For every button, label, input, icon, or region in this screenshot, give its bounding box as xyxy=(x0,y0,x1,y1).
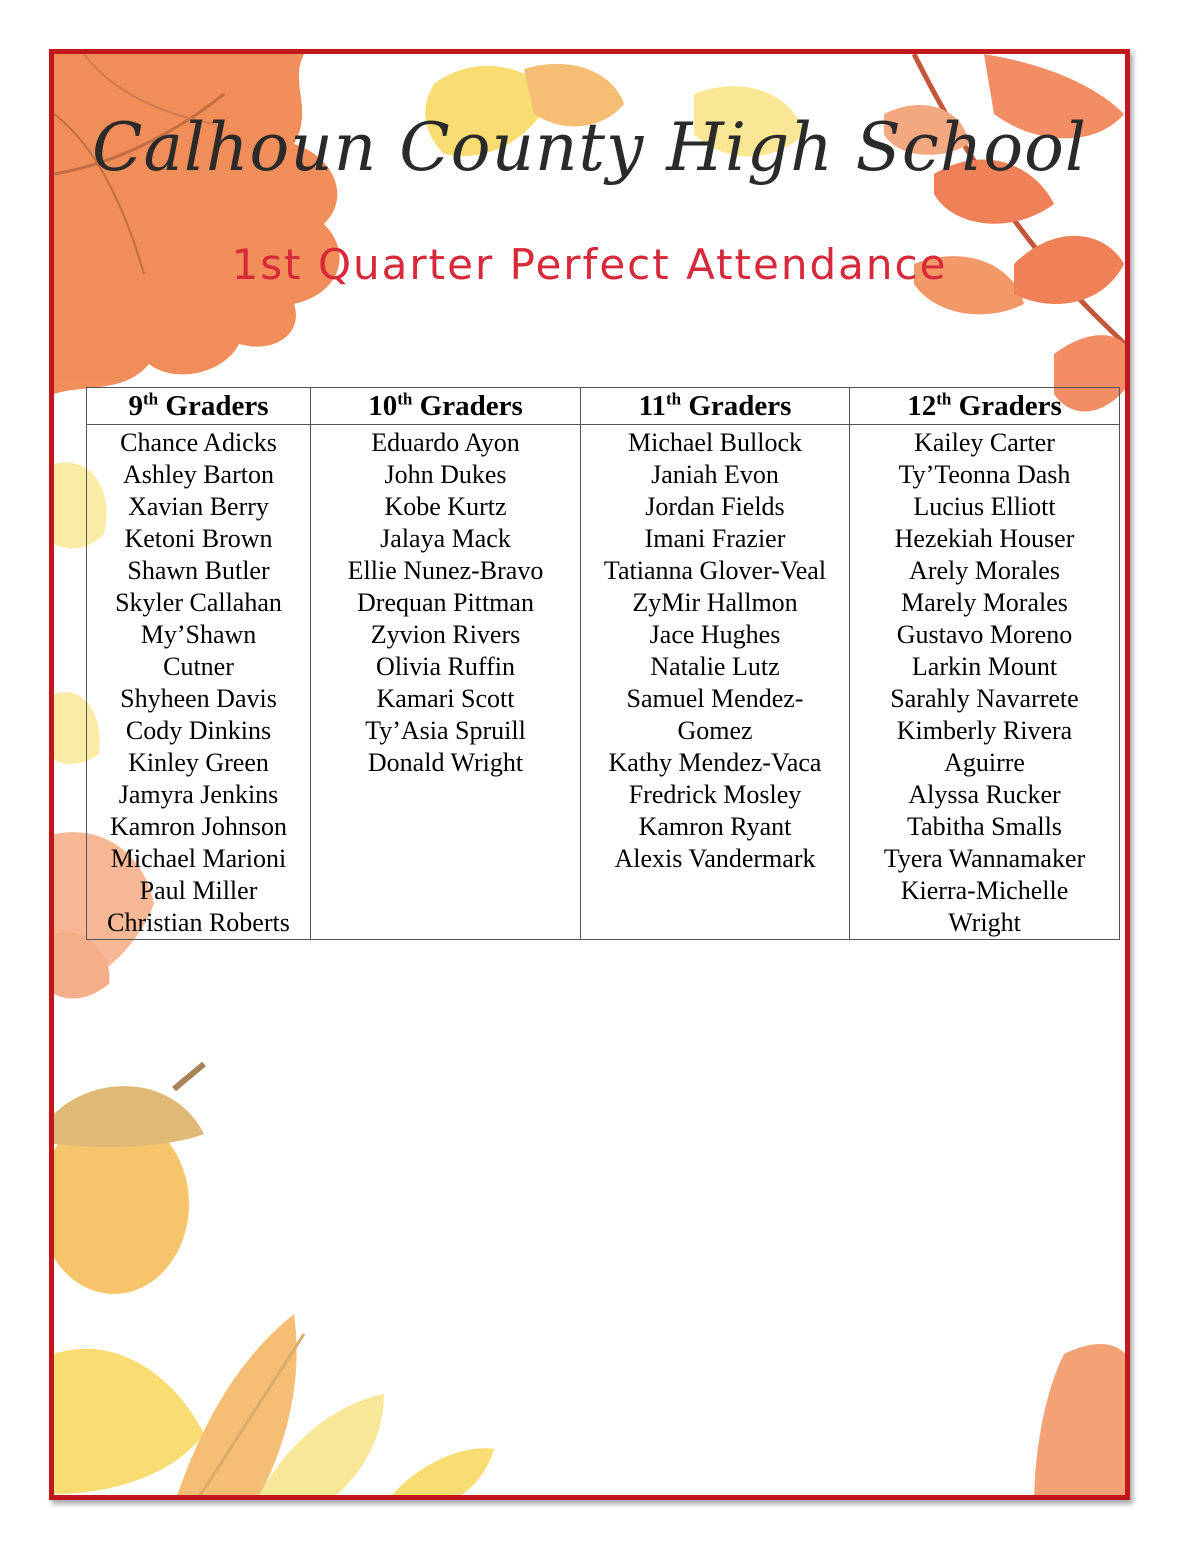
student-name: Natalie Lutz xyxy=(650,652,780,681)
student-name: Marely Morales xyxy=(901,588,1068,617)
student-name: Hezekiah Houser xyxy=(894,524,1075,553)
student-name: Shyheen Davis xyxy=(120,684,277,713)
student-name: Zyvion Rivers xyxy=(370,620,521,649)
student-name: Kinley Green xyxy=(128,748,269,777)
student-name: Ketoni Brown xyxy=(124,524,273,553)
student-name: Samuel Mendez- xyxy=(626,684,804,713)
student-name: Ellie Nunez-Bravo xyxy=(347,556,544,585)
student-name: Olivia Ruffin xyxy=(376,652,515,681)
student-name: Gomez xyxy=(677,716,753,745)
table-header-row xyxy=(87,388,1120,425)
table-row xyxy=(87,425,1120,940)
student-name: Kamari Scott xyxy=(376,684,515,713)
student-name: Kobe Kurtz xyxy=(384,492,507,521)
student-name: Arely Morales xyxy=(909,556,1060,585)
grade-10-header: 10th Graders xyxy=(311,388,581,425)
student-name: Kimberly Rivera xyxy=(896,716,1073,745)
student-name: Kailey Carter xyxy=(914,428,1055,457)
student-name: Ashley Barton xyxy=(123,460,274,489)
student-name: Michael Marioni xyxy=(110,844,287,873)
student-name: Wright xyxy=(948,908,1021,937)
student-name: Eduardo Ayon xyxy=(371,428,520,457)
student-name: Drequan Pittman xyxy=(357,588,534,617)
grade-11-header: 11th Graders xyxy=(581,388,850,425)
student-name: My’Shawn xyxy=(140,620,257,649)
student-name: Ty’Teonna Dash xyxy=(898,460,1071,489)
student-name: Gustavo Moreno xyxy=(896,620,1073,649)
student-name: Skyler Callahan xyxy=(115,588,282,617)
red-branch-top-right-icon xyxy=(884,54,1130,411)
student-name: ZyMir Hallmon xyxy=(632,588,798,617)
student-name: Jamyra Jenkins xyxy=(118,780,279,809)
grade-9-header: 9th Graders xyxy=(87,388,311,425)
student-name: Chance Adicks xyxy=(120,428,277,457)
student-name: Michael Bullock xyxy=(627,428,802,457)
student-name: Kathy Mendez-Vaca xyxy=(608,748,822,777)
attendance-subtitle: 1st Quarter Perfect Attendance xyxy=(231,240,948,289)
student-name: Imani Frazier xyxy=(644,524,786,553)
school-title: Calhoun County High School xyxy=(92,109,1087,186)
student-name: Lucius Elliott xyxy=(913,492,1056,521)
student-name: Aguirre xyxy=(944,748,1025,777)
attendance-roster-table xyxy=(86,387,1120,940)
student-name: Kamron Johnson xyxy=(110,812,287,841)
grade-10-names xyxy=(311,425,581,940)
student-name: Janiah Evon xyxy=(651,460,779,489)
student-name: Cody Dinkins xyxy=(125,716,272,745)
student-name: Kamron Ryant xyxy=(638,812,792,841)
oak-leaf-top-left-icon xyxy=(54,54,340,394)
bottom-leaves-icon xyxy=(54,1314,1130,1500)
student-name: Paul Miller xyxy=(139,876,258,905)
student-name: Christian Roberts xyxy=(107,908,290,937)
grade-12-names xyxy=(850,425,1120,940)
student-name: Kierra-Michelle xyxy=(900,876,1069,905)
student-name: Xavian Berry xyxy=(128,492,269,521)
grade-12-header: 12th Graders xyxy=(850,388,1120,425)
student-name: Larkin Mount xyxy=(911,652,1058,681)
student-name: Jace Hughes xyxy=(649,620,781,649)
student-name: John Dukes xyxy=(384,460,507,489)
student-name: Alyssa Rucker xyxy=(908,780,1061,809)
acorn-icon xyxy=(54,1064,204,1294)
page-frame xyxy=(49,49,1130,1500)
student-name: Tatianna Glover-Veal xyxy=(603,556,827,585)
student-name: Fredrick Mosley xyxy=(628,780,802,809)
grade-11-names xyxy=(581,425,850,940)
student-name: Cutner xyxy=(163,652,234,681)
student-name: Shawn Butler xyxy=(127,556,270,585)
student-name: Jalaya Mack xyxy=(380,524,511,553)
student-name: Ty’Asia Spruill xyxy=(365,716,526,745)
student-name: Tabitha Smalls xyxy=(907,812,1062,841)
student-name: Alexis Vandermark xyxy=(614,844,816,873)
student-name: Jordan Fields xyxy=(645,492,785,521)
student-name: Donald Wright xyxy=(367,748,524,777)
student-name: Sarahly Navarrete xyxy=(890,684,1079,713)
grade-9-names xyxy=(87,425,311,940)
student-name: Tyera Wannamaker xyxy=(883,844,1086,873)
